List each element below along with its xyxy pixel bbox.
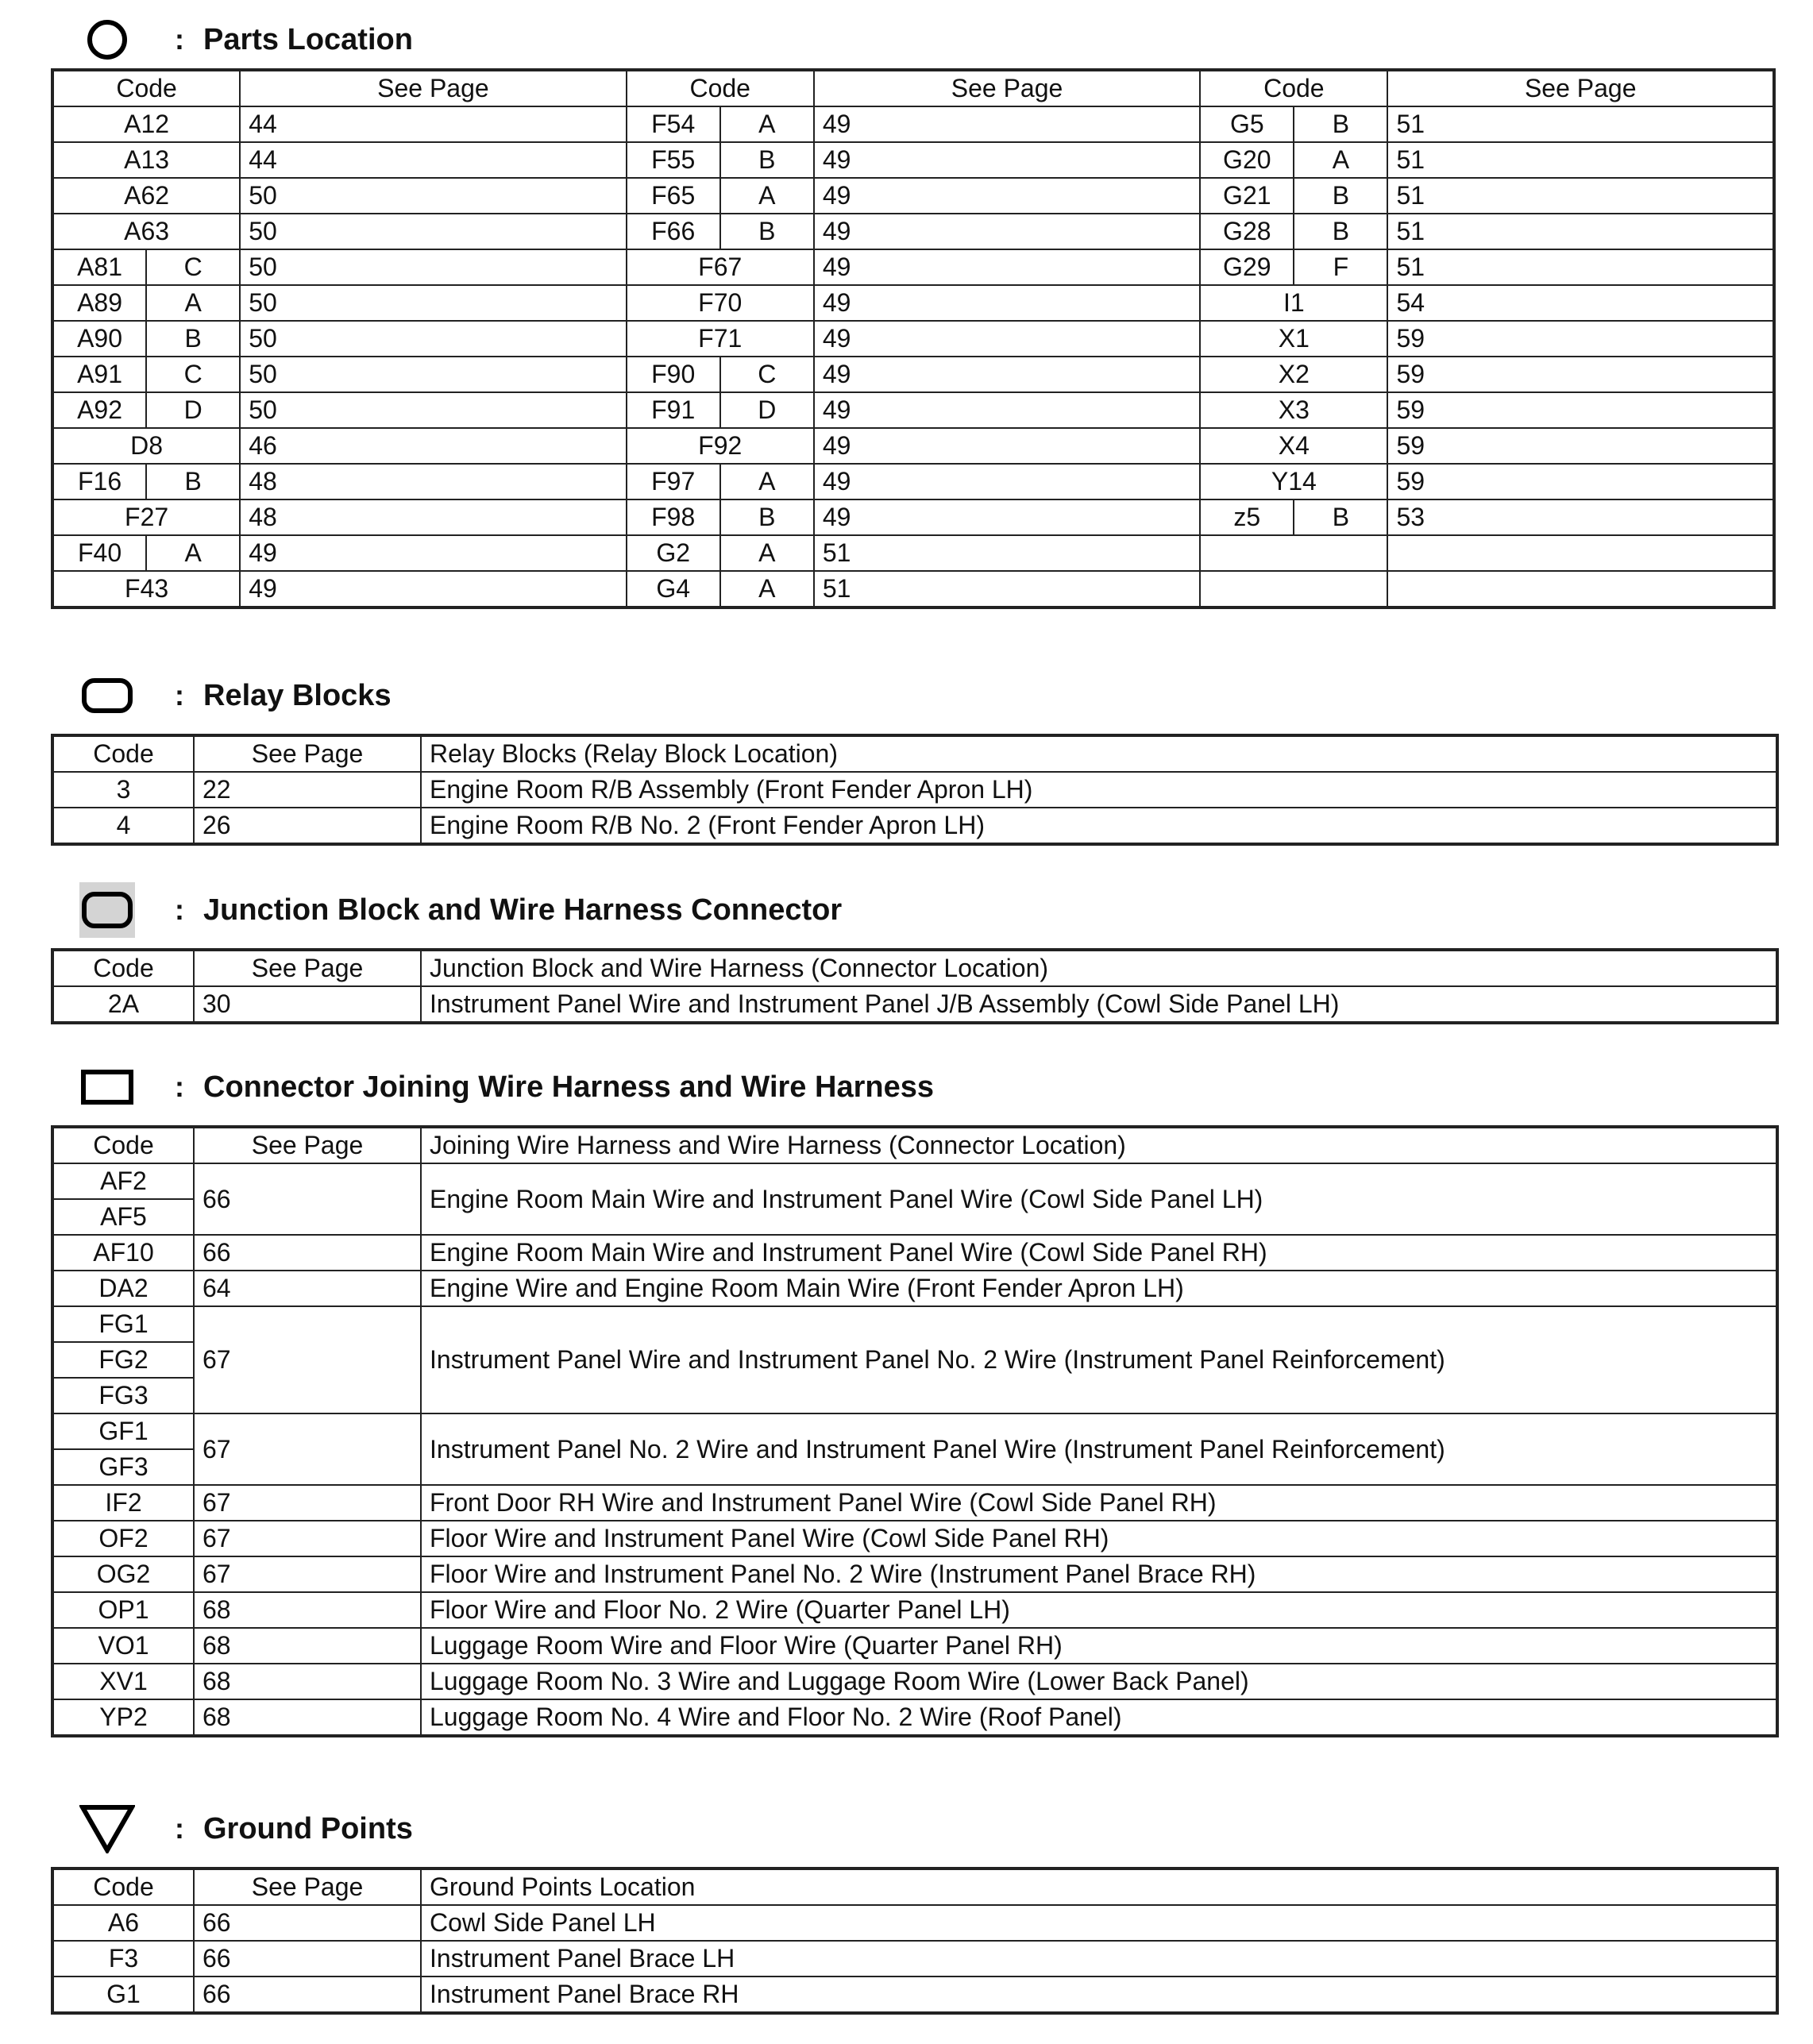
heading-colon: : [175,893,184,926]
location-cell: Instrument Panel No. 2 Wire and Instrument Panel Wire (Instrument Panel Reinforcement) [421,1413,1777,1485]
code-cell: 3 [52,772,194,808]
see-page-cell: 49 [814,392,1200,428]
sub-code-cell: A [720,464,814,499]
code-cell: F91 [627,392,720,428]
see-page-cell: 64 [194,1271,421,1306]
table-row [52,464,1774,499]
table-header-row [52,735,1777,772]
code-cell: IF2 [52,1485,194,1521]
table-row [52,1556,1777,1592]
table-row [52,1306,1777,1342]
code-cell: A6 [52,1905,194,1941]
code-cell: DA2 [52,1271,194,1306]
junction-block-table [51,948,1779,1024]
see-page-cell: 67 [194,1521,421,1556]
header-location: Relay Blocks (Relay Block Location) [421,735,1777,772]
code-cell: G2 [627,535,720,571]
see-page-cell: 50 [240,178,626,214]
relay-blocks-table [51,734,1779,846]
see-page-cell: 51 [1387,249,1774,285]
ground-points-table [51,1867,1779,2015]
table-row [52,808,1777,844]
code-cell: F54 [627,106,720,142]
location-cell: Instrument Panel Brace RH [421,1977,1777,2013]
location-cell: Luggage Room No. 4 Wire and Floor No. 2 Wire (Roof Panel) [421,1699,1777,1736]
table-row [52,1699,1777,1736]
header-location: Junction Block and Wire Harness (Connector Location) [421,950,1777,986]
parts-location-heading [79,16,413,64]
ground-points-heading [79,1805,413,1853]
location-cell: Floor Wire and Instrument Panel No. 2 Wire (Instrument Panel Brace RH) [421,1556,1777,1592]
see-page-cell: 68 [194,1664,421,1699]
see-page-cell: 51 [1387,106,1774,142]
code-cell: OG2 [52,1556,194,1592]
junction-block-heading [79,886,842,934]
sub-code-cell: A [1294,142,1387,178]
see-page-cell: 49 [814,357,1200,392]
see-page-cell: 49 [814,142,1200,178]
see-page-cell: 44 [240,106,626,142]
rounded-rect-icon [79,672,135,719]
see-page-cell: 49 [814,249,1200,285]
parts-location-table [51,68,1776,609]
table-row [52,1235,1777,1271]
table-row [52,772,1777,808]
code-cell: F92 [627,428,814,464]
table-row [52,142,1774,178]
code-cell: G29 [1200,249,1294,285]
sub-code-cell: F [1294,249,1387,285]
code-cell: OP1 [52,1592,194,1628]
see-page-cell: 51 [1387,178,1774,214]
see-page-cell: 67 [194,1485,421,1521]
sub-code-cell: A [720,178,814,214]
code-cell: XV1 [52,1664,194,1699]
location-cell: Cowl Side Panel LH [421,1905,1777,1941]
code-cell: VO1 [52,1628,194,1664]
see-page-cell: 66 [194,1235,421,1271]
sub-code-cell: A [720,535,814,571]
code-cell: AF2 [52,1163,194,1199]
code-cell: X4 [1200,428,1387,464]
header-code: Code [627,70,814,106]
sub-code-cell: B [1294,214,1387,249]
down-triangle-icon [79,1805,135,1853]
section-title: Parts Location [203,22,413,56]
table-row [52,1905,1777,1941]
code-cell: YP2 [52,1699,194,1736]
code-cell: G28 [1200,214,1294,249]
section-title: Relay Blocks [203,678,392,712]
see-page-cell: 50 [240,285,626,321]
code-cell: z5 [1200,499,1294,535]
header-code: Code [1200,70,1387,106]
location-cell: Front Door RH Wire and Instrument Panel Wire (Cowl Side Panel RH) [421,1485,1777,1521]
table-row [52,571,1774,607]
see-page-cell: 59 [1387,321,1774,357]
sub-code-cell: A [720,106,814,142]
code-cell: F71 [627,321,814,357]
location-cell: Floor Wire and Floor No. 2 Wire (Quarter Panel LH) [421,1592,1777,1628]
location-cell: Engine Room R/B Assembly (Front Fender Apron LH) [421,772,1777,808]
code-cell: OF2 [52,1521,194,1556]
code-cell: F3 [52,1941,194,1977]
table-row [52,285,1774,321]
code-cell: F27 [52,499,240,535]
code-cell: F40 [52,535,146,571]
see-page-cell: 51 [1387,214,1774,249]
see-page-cell: 59 [1387,428,1774,464]
code-cell: FG3 [52,1378,194,1413]
see-page-cell: 50 [240,214,626,249]
table-row [52,1592,1777,1628]
code-cell: A92 [52,392,146,428]
circle-icon [79,16,135,64]
code-cell: A81 [52,249,146,285]
table-header-row [52,1869,1777,1905]
code-cell [1200,571,1387,607]
sub-code-cell: B [720,214,814,249]
location-cell: Engine Wire and Engine Room Main Wire (Front Fender Apron LH) [421,1271,1777,1306]
see-page-cell: 49 [814,428,1200,464]
header-see-page: See Page [194,735,421,772]
code-cell: Y14 [1200,464,1387,499]
header-location: Ground Points Location [421,1869,1777,1905]
see-page-cell: 49 [814,285,1200,321]
location-cell: Instrument Panel Wire and Instrument Panel No. 2 Wire (Instrument Panel Reinforcement) [421,1306,1777,1413]
table-row [52,1521,1777,1556]
table-row [52,1163,1777,1199]
see-page-cell: 66 [194,1941,421,1977]
table-row [52,106,1774,142]
header-code: Code [52,1869,194,1905]
see-page-cell: 51 [814,571,1200,607]
table-header-row [52,950,1777,986]
code-cell: D8 [52,428,240,464]
see-page-cell: 67 [194,1306,421,1413]
table-row [52,1977,1777,2013]
location-cell: Floor Wire and Instrument Panel Wire (Cowl Side Panel RH) [421,1521,1777,1556]
code-cell: F43 [52,571,240,607]
header-code: Code [52,735,194,772]
location-cell: Luggage Room Wire and Floor Wire (Quarter Panel RH) [421,1628,1777,1664]
sub-code-cell: A [720,571,814,607]
code-cell: G20 [1200,142,1294,178]
code-cell: G4 [627,571,720,607]
header-code: Code [52,950,194,986]
header-code: Code [52,1127,194,1163]
header-see-page: See Page [194,1869,421,1905]
code-cell: A62 [52,178,240,214]
sub-code-cell: B [146,321,240,357]
code-cell: AF10 [52,1235,194,1271]
sub-code-cell: B [1294,499,1387,535]
sub-code-cell: C [146,357,240,392]
table-row [52,249,1774,285]
table-row [52,1413,1777,1449]
code-cell: A89 [52,285,146,321]
see-page-cell: 48 [240,499,626,535]
code-cell: A90 [52,321,146,357]
location-cell: Engine Room R/B No. 2 (Front Fender Apron LH) [421,808,1777,844]
see-page-cell: 49 [240,535,626,571]
see-page-cell: 49 [240,571,626,607]
code-cell: G5 [1200,106,1294,142]
location-cell: Engine Room Main Wire and Instrument Panel Wire (Cowl Side Panel LH) [421,1163,1777,1235]
code-cell: GF1 [52,1413,194,1449]
connector-joining-table [51,1125,1779,1737]
see-page-cell: 22 [194,772,421,808]
header-see-page: See Page [194,950,421,986]
table-row [52,1941,1777,1977]
location-cell: Instrument Panel Wire and Instrument Panel J/B Assembly (Cowl Side Panel LH) [421,986,1777,1023]
see-page-cell: 49 [814,321,1200,357]
header-see-page: See Page [240,70,626,106]
see-page-cell: 30 [194,986,421,1023]
header-location: Joining Wire Harness and Wire Harness (Connector Location) [421,1127,1777,1163]
code-cell: F97 [627,464,720,499]
code-cell: F90 [627,357,720,392]
sub-code-cell: B [720,142,814,178]
table-row [52,1664,1777,1699]
code-cell: F66 [627,214,720,249]
see-page-cell: 50 [240,357,626,392]
see-page-cell: 44 [240,142,626,178]
code-cell: A63 [52,214,240,249]
see-page-cell: 68 [194,1592,421,1628]
see-page-cell: 66 [194,1977,421,2013]
see-page-cell: 66 [194,1905,421,1941]
header-code: Code [52,70,240,106]
table-row [52,499,1774,535]
see-page-cell [1387,535,1774,571]
see-page-cell: 26 [194,808,421,844]
sub-code-cell: A [146,535,240,571]
table-row [52,1628,1777,1664]
sub-code-cell: A [146,285,240,321]
code-cell: X1 [1200,321,1387,357]
see-page-cell: 67 [194,1413,421,1485]
sub-code-cell: B [720,499,814,535]
see-page-cell: 50 [240,321,626,357]
table-row [52,321,1774,357]
code-cell: A91 [52,357,146,392]
sub-code-cell: C [720,357,814,392]
see-page-cell: 49 [814,214,1200,249]
see-page-cell: 59 [1387,357,1774,392]
see-page-cell: 49 [814,499,1200,535]
sub-code-cell: D [720,392,814,428]
section-title: Junction Block and Wire Harness Connector [203,893,843,927]
relay-blocks-heading [79,672,392,719]
code-cell: G1 [52,1977,194,2013]
code-cell: 2A [52,986,194,1023]
header-see-page: See Page [194,1127,421,1163]
see-page-cell: 67 [194,1556,421,1592]
see-page-cell: 53 [1387,499,1774,535]
heading-colon: : [175,679,184,712]
see-page-cell: 49 [814,106,1200,142]
see-page-cell: 66 [194,1163,421,1235]
table-row [52,535,1774,571]
code-cell: G21 [1200,178,1294,214]
see-page-cell: 49 [814,464,1200,499]
see-page-cell: 54 [1387,285,1774,321]
code-cell: FG1 [52,1306,194,1342]
sub-code-cell: B [146,464,240,499]
table-row [52,178,1774,214]
connector-joining-heading [79,1063,934,1111]
code-cell: AF5 [52,1199,194,1235]
code-cell: F98 [627,499,720,535]
location-cell: Engine Room Main Wire and Instrument Panel Wire (Cowl Side Panel RH) [421,1235,1777,1271]
code-cell [1200,535,1387,571]
code-cell: F65 [627,178,720,214]
see-page-cell: 49 [814,178,1200,214]
table-row [52,1271,1777,1306]
section-title: Connector Joining Wire Harness and Wire Harness [203,1070,934,1104]
code-cell: F55 [627,142,720,178]
heading-colon: : [175,1070,184,1103]
location-cell: Luggage Room No. 3 Wire and Luggage Room Wire (Lower Back Panel) [421,1664,1777,1699]
code-cell: A13 [52,142,240,178]
heading-colon: : [175,1812,184,1845]
see-page-cell: 48 [240,464,626,499]
code-cell: X3 [1200,392,1387,428]
see-page-cell [1387,571,1774,607]
code-cell: F70 [627,285,814,321]
see-page-cell: 68 [194,1699,421,1736]
code-cell: F16 [52,464,146,499]
code-cell: I1 [1200,285,1387,321]
sub-code-cell: C [146,249,240,285]
code-cell: GF3 [52,1449,194,1485]
section-title: Ground Points [203,1811,413,1845]
code-cell: X2 [1200,357,1387,392]
table-row [52,357,1774,392]
shaded-rounded-rect-icon [79,886,135,934]
code-cell: A12 [52,106,240,142]
see-page-cell: 51 [814,535,1200,571]
table-row [52,1485,1777,1521]
see-page-cell: 68 [194,1628,421,1664]
code-cell: 4 [52,808,194,844]
rectangle-icon [79,1063,135,1111]
sub-code-cell: D [146,392,240,428]
heading-colon: : [175,23,184,56]
see-page-cell: 46 [240,428,626,464]
sub-code-cell: B [1294,106,1387,142]
code-cell: F67 [627,249,814,285]
table-row [52,392,1774,428]
table-header-row [52,1127,1777,1163]
see-page-cell: 50 [240,392,626,428]
see-page-cell: 59 [1387,392,1774,428]
header-see-page: See Page [814,70,1200,106]
header-see-page: See Page [1387,70,1774,106]
table-row [52,986,1777,1023]
see-page-cell: 51 [1387,142,1774,178]
code-cell: FG2 [52,1342,194,1378]
table-row [52,428,1774,464]
sub-code-cell: B [1294,178,1387,214]
table-header-row [52,70,1774,106]
table-row [52,214,1774,249]
see-page-cell: 59 [1387,464,1774,499]
see-page-cell: 50 [240,249,626,285]
location-cell: Instrument Panel Brace LH [421,1941,1777,1977]
